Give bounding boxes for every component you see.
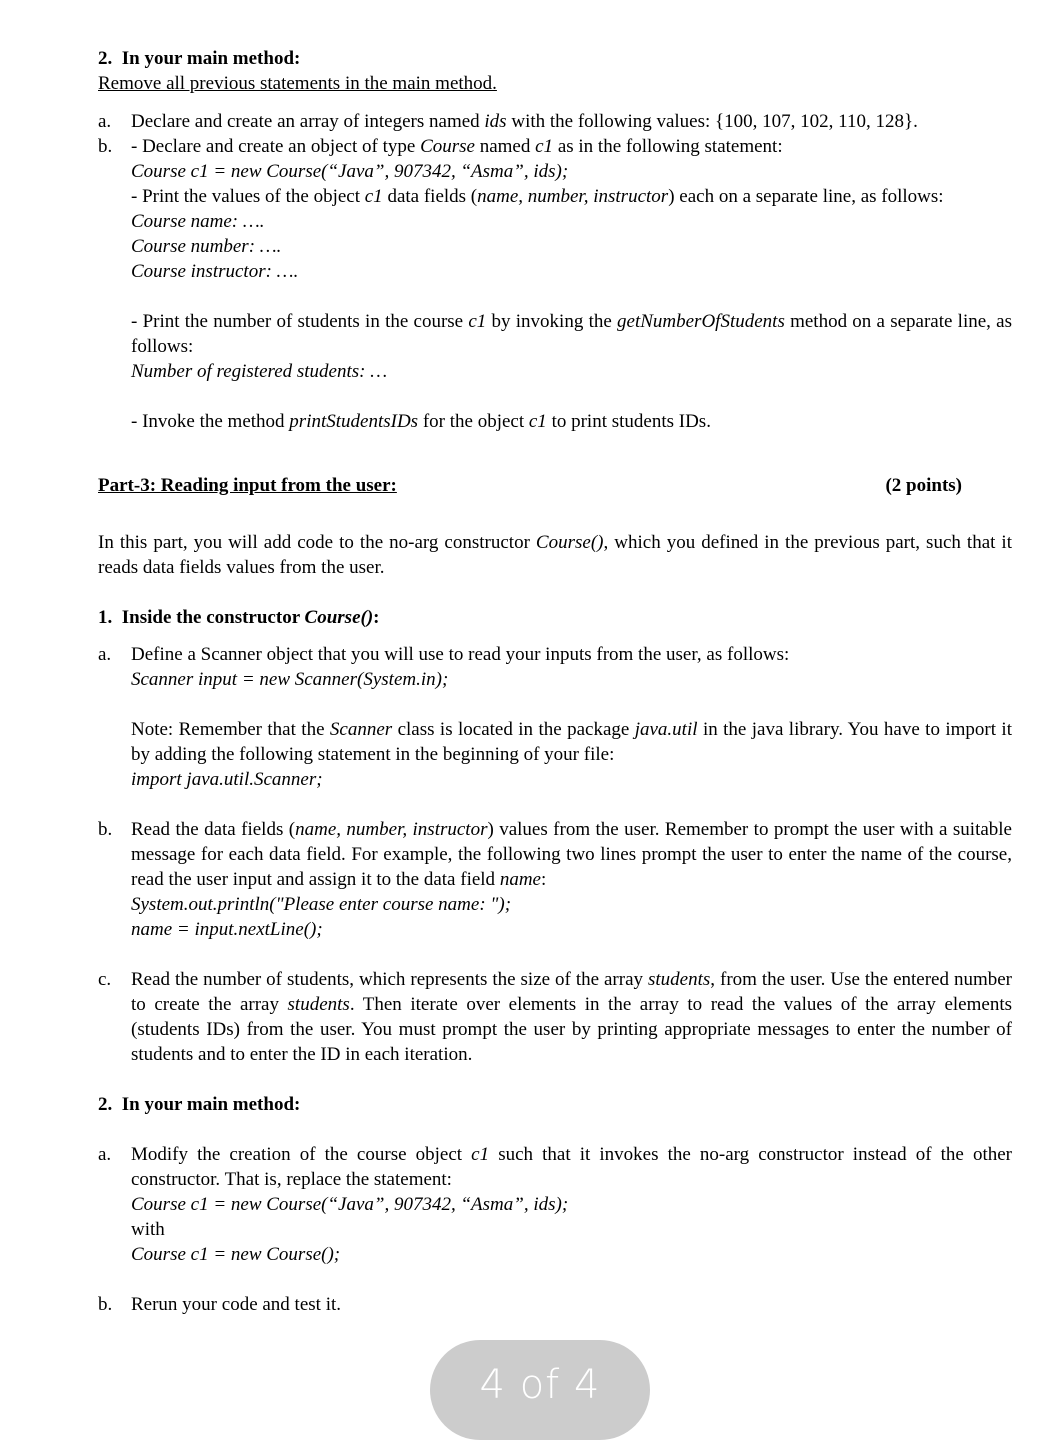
page-indicator: 4 of 4 [430,1340,650,1440]
main-method-heading: 2. In your main method: [98,48,301,69]
main-method-heading-2: 2. In your main method: [98,1094,301,1115]
output-line: Course instructor: …. [131,261,299,282]
list-item-c: c. Read the number of students, which represents the size of the array students, from the user. Use the entered number to create the array students. Then iterate over elements in the array to read the values of the array elements (students IDs) from the user. You must prompt the user by printing appropriate messages to enter the number of students and to enter the ID in each iteration. [98,969,1012,1065]
list-item-a: a. Modify the creation of the course object c1 such that it invokes the no-arg constructor instead of the other constructor. That is, replace the statement: Course c1 = new Course(“Java”, 907342, “Asma”, ids); with Course c1 = new Course(); [98,1144,1012,1265]
constructor-heading: 1. Inside the constructor Course(): [98,607,380,628]
document-page [98,46,1012,1317]
list-item-a: a. Declare and create an array of integers named ids with the following values: {100, 107, 102, 110, 128}. [98,111,918,132]
output-line: Course name: …. [131,211,265,232]
list-item-b: b. Rerun your code and test it. [98,1294,342,1315]
code-line: import java.util.Scanner; [131,769,323,790]
part3-title: Part-3: Reading input from the user: [98,475,397,496]
code-line: Scanner input = new Scanner(System.in); [131,669,449,690]
part3-header [98,473,1012,498]
part3-points: (2 points) [885,475,962,496]
part3-intro: In this part, you will add code to the no-arg constructor Course(), which you defined in the previous part, such that it reads data fields values from the user. [98,532,1012,578]
list-item-b: b. - Declare and create an object of type Course named c1 as in the following statement: Course c1 = new Course(“Java”, 907342, “Asma”, ids); - Print the values of the object c1 data fields (name, number, instructor) each on a separate line, as follows: Course name: …. Course number: …. Course instructor: …. - Print the number of students in the course c1 by invoking the getNumberOfStudents method on a separate line, as follows: Number of registered students: … - Invoke the method printStudentsIDs for the object c1 to print students IDs. [98,136,1012,432]
code-line: System.out.println("Please enter course name: "); [131,894,512,915]
code-line: Course c1 = new Course(“Java”, 907342, “Asma”, ids); [131,1194,569,1215]
list-item-a: a. Define a Scanner object that you will use to read your inputs from the user, as follows: Scanner input = new Scanner(System.in); Note: Remember that the Scanner class is located in the package java.util in the java library. You have to import it by adding the following statement in the beginning of your file: import java.util.Scanner; [98,644,1012,790]
code-line: Course c1 = new Course(“Java”, 907342, “Asma”, ids); [131,161,569,182]
output-line: Number of registered students: … [131,361,388,382]
list-item-b: b. Read the data fields (name, number, instructor) values from the user. Remember to prompt the user with a suitable message for each data field. For example, the following two lines prompt the user to enter the name of the course, read the user input and assign it to the data field name: System.out.println("Please enter course name: "); name = input.nextLine(); [98,819,1012,940]
code-line: name = input.nextLine(); [131,919,323,940]
code-line: Course c1 = new Course(); [131,1244,341,1265]
output-line: Course number: …. [131,236,282,257]
remove-statements-note: Remove all previous statements in the main method. [98,73,497,94]
